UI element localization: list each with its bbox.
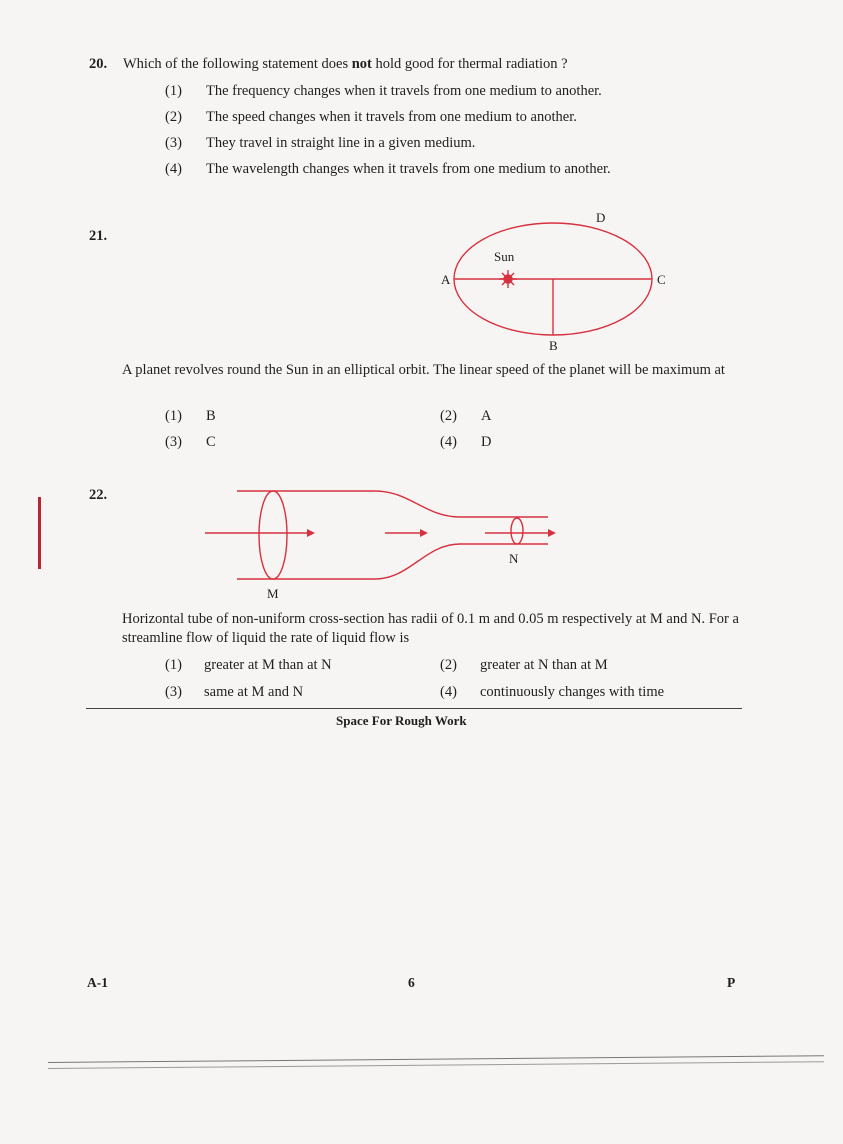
footer-code: A-1 xyxy=(87,975,108,990)
option-number: (4) xyxy=(165,161,182,177)
arrow-head xyxy=(420,529,428,537)
scan-edge-line xyxy=(48,1061,824,1069)
stem-text: Which of the following statement does xyxy=(123,56,352,72)
option-text: continuously changes with time xyxy=(480,684,665,700)
page-number: 6 xyxy=(408,975,415,990)
tube-upper-wall xyxy=(237,491,548,517)
question-stem: Horizontal tube of non-uniform cross-section has radii of 0.1 m and 0.05 m respectively at M and N. For a streamline flow of liquid the rate of liquid flow is xyxy=(122,611,739,646)
section-n xyxy=(511,518,523,544)
option-number: (1) xyxy=(165,83,182,99)
point-n-label: N xyxy=(509,551,519,566)
option-number: (2) xyxy=(165,109,182,125)
option-text: greater at N than at M xyxy=(480,657,608,673)
option-text: They travel in straight line in a given medium. xyxy=(206,135,476,151)
option-text: The speed changes when it travels from one medium to another. xyxy=(206,109,577,125)
option-text: A xyxy=(481,408,492,424)
stem-emphasis: not xyxy=(351,56,372,72)
option-number: (3) xyxy=(165,684,182,700)
option-number: (1) xyxy=(165,408,182,424)
stem-text: hold good for thermal radiation ? xyxy=(371,56,568,72)
option-text: The frequency changes when it travels from one medium to another. xyxy=(206,83,602,99)
point-a-label: A xyxy=(441,272,451,287)
question-stem: A planet revolves round the Sun in an elliptical orbit. The linear speed of the planet will be maximum at xyxy=(122,362,725,378)
question-stem xyxy=(123,56,568,73)
option-number: (1) xyxy=(165,657,182,673)
question-number: 22. xyxy=(89,487,108,503)
section-m xyxy=(259,491,287,579)
question-number: 20. xyxy=(89,56,108,72)
arrow-head xyxy=(307,529,315,537)
question-number: 21. xyxy=(89,228,108,244)
option-text: C xyxy=(206,434,216,450)
option-text: same at M and N xyxy=(204,684,304,700)
option-text: D xyxy=(481,434,492,450)
point-d-label: D xyxy=(596,210,606,225)
footer-set: P xyxy=(727,975,736,990)
point-m-label: M xyxy=(267,586,279,601)
option-number: (4) xyxy=(440,684,457,700)
option-number: (2) xyxy=(440,657,457,673)
sun-label: Sun xyxy=(494,249,515,264)
divider-line xyxy=(86,708,742,709)
tube-lower-wall xyxy=(237,544,548,579)
option-number: (4) xyxy=(440,434,457,450)
margin-mark xyxy=(38,497,41,569)
option-number: (3) xyxy=(165,135,182,151)
option-number: (2) xyxy=(440,408,457,424)
orbit-ellipse xyxy=(454,223,652,335)
option-text: The wavelength changes when it travels from one medium to another. xyxy=(206,161,611,177)
option-text: B xyxy=(206,408,216,424)
rough-work-heading: Space For Rough Work xyxy=(336,713,467,728)
point-b-label: B xyxy=(549,338,558,353)
arrow-head xyxy=(548,529,556,537)
sun-icon xyxy=(499,270,517,288)
option-text: greater at M than at N xyxy=(204,657,332,673)
option-number: (3) xyxy=(165,434,182,450)
point-c-label: C xyxy=(657,272,666,287)
